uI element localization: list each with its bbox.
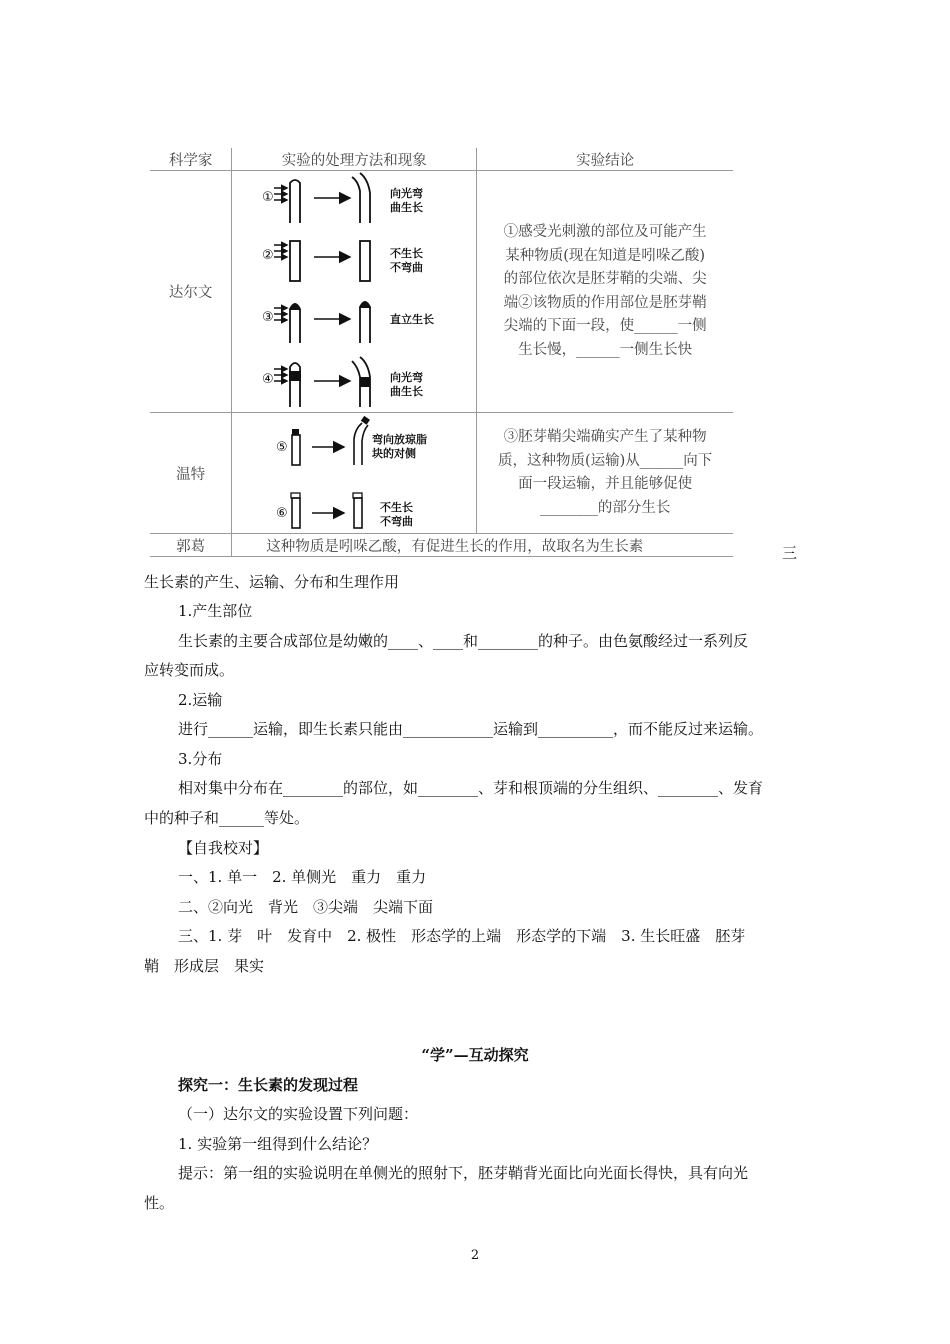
fig4-label-a: 向光弯 — [390, 371, 424, 384]
fig4-label-b: 曲生长 — [390, 385, 424, 398]
fig1-light-arrows — [274, 188, 287, 200]
section3-number: 三 — [782, 544, 798, 562]
darwin-conclusion-line: ①感受光刺激的部位及可能产生 — [503, 224, 707, 240]
fig3-result-cap — [359, 301, 371, 308]
fig6-label-b: 不弯曲 — [380, 515, 414, 528]
scientist-kogl: 郭葛 — [150, 534, 232, 557]
darwin-conclusion-line: 尖端的下面一段，使______一侧 — [503, 318, 707, 334]
check-title: 【自我校对】 — [178, 839, 269, 857]
table-header-row — [150, 148, 733, 171]
darwin-experiment-diagram — [232, 171, 476, 412]
table-row-went — [150, 413, 733, 534]
check-line1: 一、1. 单一 2. 单侧光 重力 重力 — [178, 868, 427, 886]
fig4-coleoptile — [290, 363, 300, 407]
went-conclusion — [477, 413, 733, 534]
section3-title: 生长素的产生、运输、分布和生理作用 — [144, 573, 400, 591]
scientist-darwin: 达尔文 — [150, 171, 232, 413]
went-experiment-diagram — [232, 413, 476, 533]
section3-p1b: 应转变而成。 — [144, 661, 235, 679]
darwin-figures — [232, 171, 477, 413]
went-conclusion-line: ________的部分生长 — [539, 499, 671, 516]
check-line2: 二、②向光 背光 ③尖端 尖端下面 — [178, 898, 434, 916]
fig1-label-a: 向光弯 — [390, 187, 424, 200]
fig-number-2: ② — [262, 248, 274, 263]
fig-number-4: ④ — [262, 372, 274, 387]
section3-p3b: 中的种子和______等处。 — [144, 809, 310, 827]
fig1-label-b: 曲生长 — [390, 201, 424, 214]
fig1-coleoptile — [290, 180, 300, 223]
fig-number-1: ① — [262, 190, 274, 205]
check-line3a: 三、1. 芽 叶 发育中 2. 极性 形态学的上端 形态学的下端 3. 生长旺盛 胚芽 — [178, 927, 746, 945]
experiment-table — [150, 148, 733, 557]
fig3-light-arrows — [274, 308, 287, 320]
fig2-light-arrows — [274, 245, 287, 257]
fig4-band — [289, 371, 301, 381]
fig5-coleoptile — [292, 435, 300, 465]
fig4-light-arrows — [274, 369, 287, 381]
fig5-agar-block — [292, 429, 299, 435]
went-conclusion-line: ③胚芽鞘尖端确实产生了某种物 — [503, 429, 707, 445]
fig3-result — [360, 302, 370, 343]
fig5-label-b: 块的对侧 — [372, 447, 417, 460]
darwin-conclusion-line: 端②该物质的作用部位是胚芽鞘 — [503, 294, 707, 311]
explore-subheading: 探究一：生长素的发现过程 — [178, 1076, 359, 1094]
darwin-conclusion — [477, 171, 733, 413]
table-row-kogl — [150, 534, 733, 557]
page-number: 2 — [470, 1248, 480, 1263]
explore-hint-a: 提示：第一组的实验说明在单侧光的照射下，胚芽鞘背光面比向光面长得快，具有向光 — [178, 1164, 749, 1182]
header-method: 实验的处理方法和现象 — [232, 148, 477, 171]
fig3-cap — [289, 303, 301, 310]
fig2-result — [360, 241, 370, 281]
fig2-label-b: 不弯曲 — [390, 261, 424, 274]
fig6-result — [354, 498, 362, 528]
explore-question-1: 1. 实验第一组得到什么结论？ — [178, 1135, 378, 1153]
fig2-coleoptile — [290, 241, 300, 281]
section3-p1a: 生长素的主要合成部位是幼嫩的____、____和________的种子。由色氨酸经过一系列反 — [178, 632, 749, 650]
went-conclusion-line: 质，这种物质(运输)从______向下 — [497, 452, 713, 469]
fig-number-3: ③ — [262, 310, 274, 325]
header-scientist: 科学家 — [150, 148, 232, 171]
check-line3b: 鞘 形成层 果实 — [144, 957, 265, 975]
fig-number-5: ⑤ — [276, 440, 288, 455]
darwin-conclusion-line: 某种物质(现在知道是吲哚乙酸) — [505, 247, 706, 264]
darwin-conclusion-line: 生长慢，______一侧生长快 — [518, 341, 693, 358]
header-conclusion: 实验结论 — [477, 148, 733, 171]
scientist-went: 温特 — [150, 413, 232, 534]
fig6-label-a: 不生长 — [380, 501, 414, 514]
went-conclusion-line: 面一段运输，并且能够促使 — [518, 476, 693, 492]
fig3-label: 直立生长 — [390, 313, 435, 326]
fig2-label-a: 不生长 — [390, 247, 424, 260]
section3-p3a: 相对集中分布在________的部位，如________、芽和根顶端的分生组织、________、发育 — [178, 779, 764, 797]
fig1-bent-coleoptile — [352, 173, 370, 223]
section3-h2: 2.运输 — [178, 691, 223, 709]
table-row-darwin — [150, 171, 733, 413]
fig5-bent — [354, 423, 368, 465]
explore-intro: （一）达尔文的实验设置下列问题： — [178, 1105, 419, 1123]
section3-h1: 1.产生部位 — [178, 602, 253, 620]
section3-p2: 进行______运输，即生长素只能由____________运输到__________，而不能反过来运输。 — [178, 720, 764, 738]
fig4-result-band — [360, 377, 370, 387]
kogl-conclusion: 这种物质是吲哚乙酸，有促进生长的作用，故取名为生长素 — [232, 534, 733, 557]
darwin-conclusion-line: 的部位依次是胚芽鞘的尖端、尖 — [503, 271, 707, 287]
fig-number-6: ⑥ — [276, 506, 288, 521]
fig6-coleoptile — [292, 498, 300, 528]
explore-hint-b: 性。 — [144, 1194, 175, 1212]
section3-h3: 3.分布 — [178, 750, 223, 768]
fig5-label-a: 弯向放琼脂 — [372, 433, 428, 446]
explore-heading: “学”—互动探究 — [421, 1046, 529, 1064]
went-figures — [232, 413, 477, 534]
